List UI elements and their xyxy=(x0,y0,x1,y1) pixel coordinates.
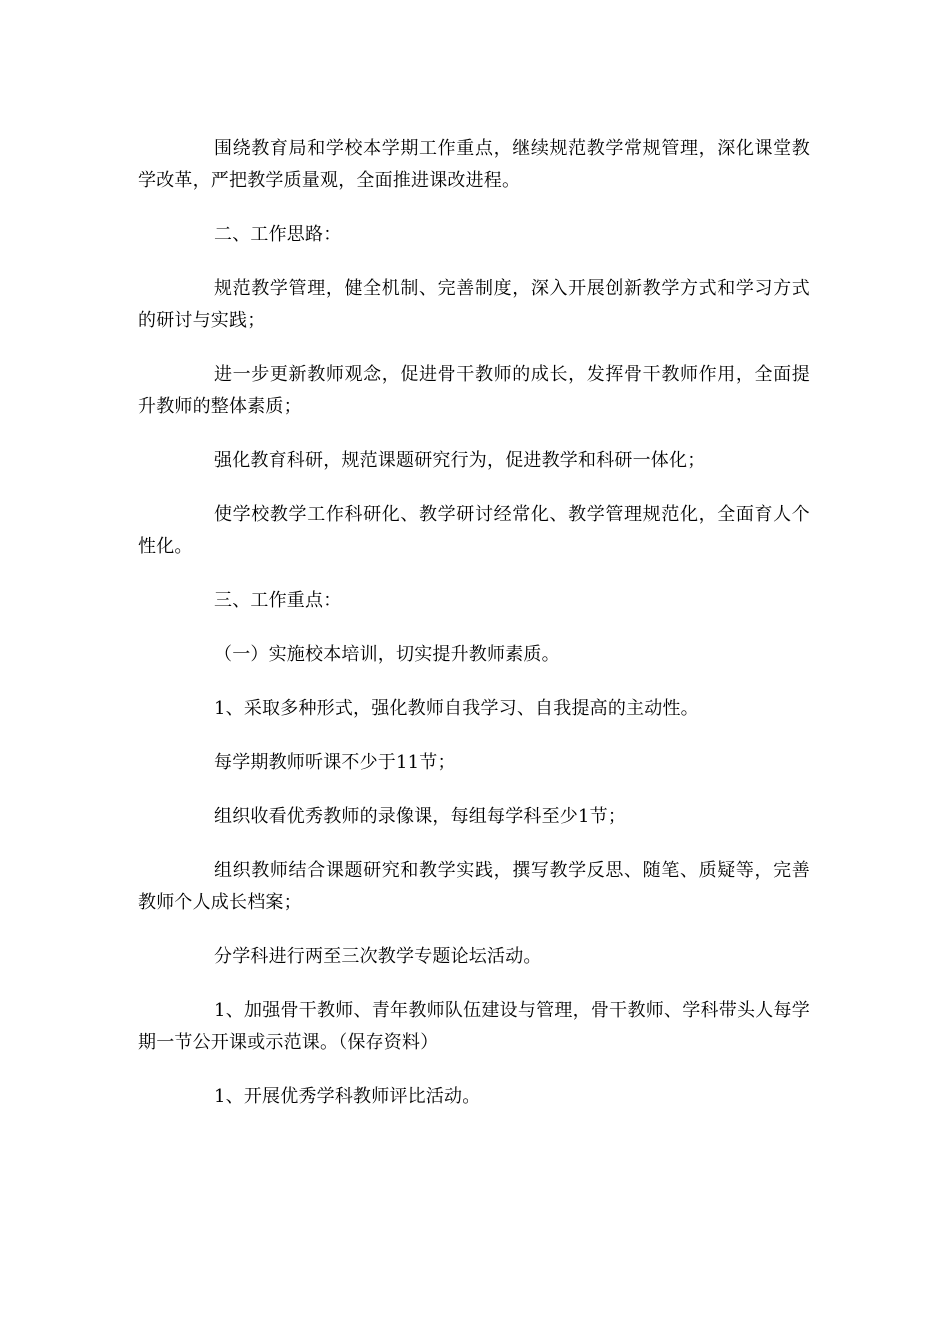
paragraph-ideas-4: 使学校教学工作科研化、教学研讨经常化、教学管理规范化，全面育人个性化。 xyxy=(138,504,810,557)
paragraph-ideas-2: 进一步更新教师观念，促进骨干教师的成长，发挥骨干教师作用，全面提升教师的整体素质； xyxy=(138,364,810,417)
list-item-forum: 分学科进行两至三次教学专题论坛活动。 xyxy=(214,946,542,967)
list-item-video-lessons: 组织收看优秀教师的录像课，每组每学科至少1节； xyxy=(214,806,627,827)
list-item-observation: 每学期教师听课不少于11节； xyxy=(214,752,456,773)
document-body xyxy=(138,133,810,1135)
list-item-forms: 1、采取多种形式，强化教师自我学习、自我提高的主动性。 xyxy=(214,698,699,719)
heading-work-focus: 三、工作重点： xyxy=(214,590,342,611)
subheading-school-training: （一）实施校本培训，切实提升教师素质。 xyxy=(214,644,560,665)
paragraph-ideas-3: 强化教育科研，规范课题研究行为，促进教学和科研一体化； xyxy=(214,450,706,471)
list-item-reflection: 组织教师结合课题研究和教学实践，撰写教学反思、随笔、质疑等，完善教师个人成长档案； xyxy=(138,860,810,913)
list-item-backbone-teachers: 1、加强骨干教师、青年教师队伍建设与管理，骨干教师、学科带头人每学期一节公开课或示范课。（保存资料） xyxy=(138,1000,810,1053)
list-item-teacher-evaluation: 1、开展优秀学科教师评比活动。 xyxy=(214,1086,481,1107)
paragraph-ideas-1: 规范教学管理，健全机制、完善制度，深入开展创新教学方式和学习方式的研讨与实践； xyxy=(138,278,810,331)
paragraph-intro: 围绕教育局和学校本学期工作重点，继续规范教学常规管理，深化课堂教学改革，严把教学质量观，全面推进课改进程。 xyxy=(138,138,810,191)
heading-work-ideas: 二、工作思路： xyxy=(214,224,342,245)
